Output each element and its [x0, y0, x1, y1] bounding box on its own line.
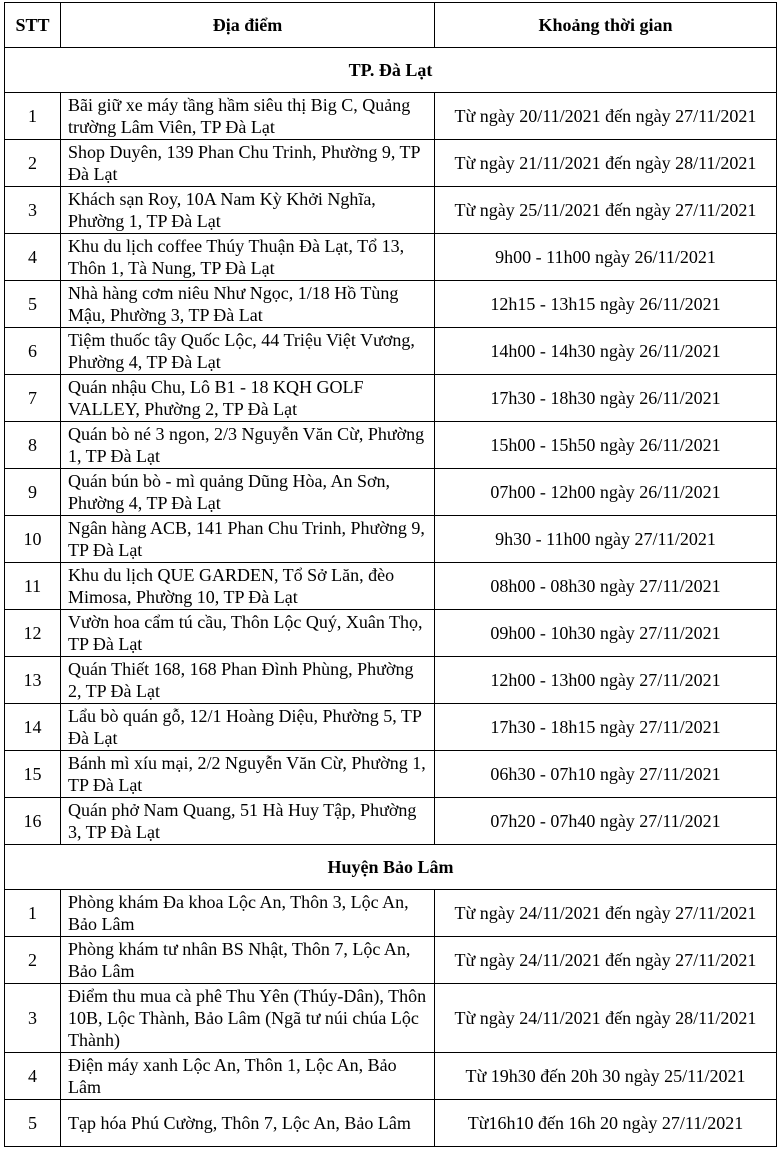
row-time: Từ16h10 đến 16h 20 ngày 27/11/2021	[435, 1100, 777, 1147]
row-stt: 16	[5, 798, 61, 845]
row-stt: 1	[5, 890, 61, 937]
table-row	[5, 890, 777, 937]
row-time: 12h00 - 13h00 ngày 27/11/2021	[435, 657, 777, 704]
row-stt: 11	[5, 563, 61, 610]
row-location: Khu du lịch coffee Thúy Thuận Đà Lạt, Tổ 13, Thôn 1, Tà Nung, TP Đà Lạt	[61, 234, 435, 281]
table-row	[5, 93, 777, 140]
row-location: Shop Duyên, 139 Phan Chu Trinh, Phường 9, TP Đà Lạt	[61, 140, 435, 187]
row-location: Tiệm thuốc tây Quốc Lộc, 44 Triệu Việt Vương, Phường 4, TP Đà Lạt	[61, 328, 435, 375]
row-stt: 10	[5, 516, 61, 563]
row-stt: 15	[5, 751, 61, 798]
row-time: 09h00 - 10h30 ngày 27/11/2021	[435, 610, 777, 657]
row-stt: 3	[5, 984, 61, 1053]
table-row	[5, 937, 777, 984]
table-row	[5, 281, 777, 328]
row-stt: 7	[5, 375, 61, 422]
row-location: Lẩu bò quán gỗ, 12/1 Hoàng Diệu, Phường 5, TP Đà Lạt	[61, 704, 435, 751]
table-row	[5, 140, 777, 187]
table-row	[5, 234, 777, 281]
row-stt: 5	[5, 281, 61, 328]
table-row	[5, 1100, 777, 1147]
row-location: Vườn hoa cẩm tú cầu, Thôn Lộc Quý, Xuân Thọ, TP Đà Lạt	[61, 610, 435, 657]
table-row	[5, 422, 777, 469]
row-time: 12h15 - 13h15 ngày 26/11/2021	[435, 281, 777, 328]
row-location: Bánh mì xíu mại, 2/2 Nguyễn Văn Cừ, Phường 1, TP Đà Lạt	[61, 751, 435, 798]
table-row	[5, 610, 777, 657]
row-stt: 4	[5, 234, 61, 281]
header-row	[5, 3, 777, 48]
row-time: 07h00 - 12h00 ngày 26/11/2021	[435, 469, 777, 516]
row-time: 08h00 - 08h30 ngày 27/11/2021	[435, 563, 777, 610]
table-row	[5, 375, 777, 422]
row-time: 9h30 - 11h00 ngày 27/11/2021	[435, 516, 777, 563]
row-location: Quán nhậu Chu, Lô B1 - 18 KQH GOLF VALLEY, Phường 2, TP Đà Lạt	[61, 375, 435, 422]
table-row	[5, 516, 777, 563]
row-time: Từ ngày 24/11/2021 đến ngày 28/11/2021	[435, 984, 777, 1053]
table-row	[5, 704, 777, 751]
row-location: Quán bò né 3 ngon, 2/3 Nguyễn Văn Cừ, Phường 1, TP Đà Lạt	[61, 422, 435, 469]
row-stt: 1	[5, 93, 61, 140]
table-row	[5, 1053, 777, 1100]
row-location: Khu du lịch QUE GARDEN, Tổ Sở Lăn, đèo Mimosa, Phường 10, TP Đà Lạt	[61, 563, 435, 610]
row-location: Điểm thu mua cà phê Thu Yên (Thúy-Dân), Thôn 10B, Lộc Thành, Bảo Lâm (Ngã tư núi chúa Lộc Thành)	[61, 984, 435, 1053]
row-location: Khách sạn Roy, 10A Nam Kỳ Khởi Nghĩa, Phường 1, TP Đà Lạt	[61, 187, 435, 234]
row-location: Bãi giữ xe máy tầng hầm siêu thị Big C, Quảng trường Lâm Viên, TP Đà Lạt	[61, 93, 435, 140]
table-row	[5, 751, 777, 798]
row-stt: 6	[5, 328, 61, 375]
row-time: 17h30 - 18h15 ngày 27/11/2021	[435, 704, 777, 751]
row-location: Tạp hóa Phú Cường, Thôn 7, Lộc An, Bảo Lâm	[61, 1100, 435, 1147]
header-stt: STT	[5, 3, 61, 48]
row-stt: 8	[5, 422, 61, 469]
row-location: Quán Thiết 168, 168 Phan Đình Phùng, Phường 2, TP Đà Lạt	[61, 657, 435, 704]
row-stt: 14	[5, 704, 61, 751]
table-row	[5, 328, 777, 375]
row-location: Điện máy xanh Lộc An, Thôn 1, Lộc An, Bảo Lâm	[61, 1053, 435, 1100]
table-row	[5, 187, 777, 234]
row-time: Từ ngày 24/11/2021 đến ngày 27/11/2021	[435, 890, 777, 937]
row-time: 06h30 - 07h10 ngày 27/11/2021	[435, 751, 777, 798]
row-location: Quán bún bò - mì quảng Dũng Hòa, An Sơn, Phường 4, TP Đà Lạt	[61, 469, 435, 516]
table-row	[5, 984, 777, 1053]
row-time: Từ ngày 20/11/2021 đến ngày 27/11/2021	[435, 93, 777, 140]
row-time: 14h00 - 14h30 ngày 26/11/2021	[435, 328, 777, 375]
row-stt: 13	[5, 657, 61, 704]
section-title-row	[5, 48, 777, 93]
row-stt: 12	[5, 610, 61, 657]
table-row	[5, 798, 777, 845]
row-time: Từ ngày 21/11/2021 đến ngày 28/11/2021	[435, 140, 777, 187]
row-stt: 2	[5, 140, 61, 187]
row-location: Nhà hàng cơm niêu Như Ngọc, 1/18 Hồ Tùng Mậu, Phường 3, TP Đà Lat	[61, 281, 435, 328]
table-row	[5, 563, 777, 610]
row-location: Phòng khám Đa khoa Lộc An, Thôn 3, Lộc An, Bảo Lâm	[61, 890, 435, 937]
row-stt: 3	[5, 187, 61, 234]
locations-table	[4, 2, 777, 1147]
row-time: 15h00 - 15h50 ngày 26/11/2021	[435, 422, 777, 469]
section-title: Huyện Bảo Lâm	[5, 845, 777, 890]
row-time: Từ ngày 24/11/2021 đến ngày 27/11/2021	[435, 937, 777, 984]
section-title-row	[5, 845, 777, 890]
section-title: TP. Đà Lạt	[5, 48, 777, 93]
header-time: Khoảng thời gian	[435, 3, 777, 48]
table-row	[5, 469, 777, 516]
row-stt: 5	[5, 1100, 61, 1147]
row-stt: 4	[5, 1053, 61, 1100]
row-location: Phòng khám tư nhân BS Nhật, Thôn 7, Lộc An, Bảo Lâm	[61, 937, 435, 984]
row-time: Từ 19h30 đến 20h 30 ngày 25/11/2021	[435, 1053, 777, 1100]
row-location: Quán phở Nam Quang, 51 Hà Huy Tập, Phường 3, TP Đà Lạt	[61, 798, 435, 845]
row-time: 17h30 - 18h30 ngày 26/11/2021	[435, 375, 777, 422]
table-row	[5, 657, 777, 704]
row-time: 07h20 - 07h40 ngày 27/11/2021	[435, 798, 777, 845]
row-stt: 9	[5, 469, 61, 516]
row-location: Ngân hàng ACB, 141 Phan Chu Trinh, Phường 9, TP Đà Lạt	[61, 516, 435, 563]
row-time: Từ ngày 25/11/2021 đến ngày 27/11/2021	[435, 187, 777, 234]
row-time: 9h00 - 11h00 ngày 26/11/2021	[435, 234, 777, 281]
header-location: Địa điểm	[61, 3, 435, 48]
row-stt: 2	[5, 937, 61, 984]
